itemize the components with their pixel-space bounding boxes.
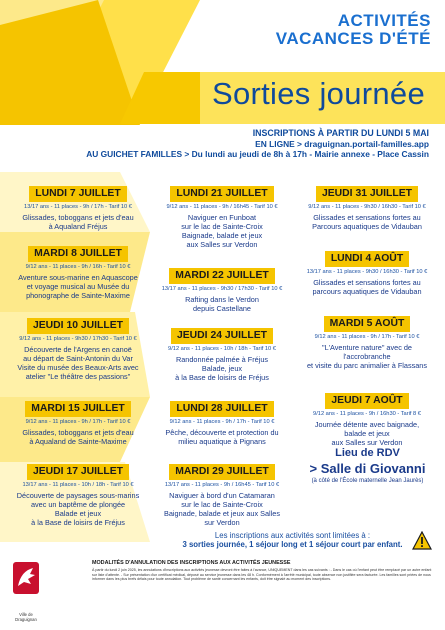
desc-line: balade et jeux xyxy=(344,429,390,438)
day-description xyxy=(8,213,148,231)
day-card xyxy=(152,325,292,382)
desc-line: et visite du parc animalier à Flassans xyxy=(306,361,428,370)
desc-line: depuis Castellane xyxy=(192,304,251,313)
day-card xyxy=(8,243,148,300)
day-description xyxy=(8,491,148,527)
cancellation-text: À partir du lundi 2 juin 2025, les annulations d'inscriptions aux activités jeunesse devront être faites à l'avance, UNIQUEMENT dans les cas suivants : - Dans le cas où l'enfant peut être remplacé par un autre enfant sur liste d'attente. - Sur présentation d'un certificat médical, déposé au service jeunesse dans les 48 h. Conformément à l'arrêté municipal, toute absence non justifiée sera facturée. Les familles sont priées de nous informer dans les plus brefs délais pour toute annulation. Tout problème de santé concernant les enfants, doit être signalé au moment des inscriptions. xyxy=(92,568,432,582)
day-label: JEUDI 7 AOÛT xyxy=(325,393,408,409)
meeting-point xyxy=(300,447,435,484)
desc-line: Parcours aquatiques de Vidauban xyxy=(312,222,422,231)
desc-line: l'accrobranche xyxy=(343,352,391,361)
day-card xyxy=(152,398,292,446)
guichet-text: > Du lundi au jeudi de 8h à 17h - Mairie annexe - Place Cassin xyxy=(182,149,429,159)
day-description xyxy=(296,420,438,447)
guichet-label: AU GUICHET FAMILLES xyxy=(86,149,183,159)
desc-line: parcours aquatiques de Vidauban xyxy=(312,287,422,296)
day-meta: 9/12 ans - 11 places - 9h30 / 16h30 - Tarif 10 € xyxy=(308,204,426,210)
desc-line: Glissades, toboggans et jets d'eau xyxy=(22,213,134,222)
limits-line-2: 3 sorties journée, 1 séjour long et 1 séjour court par enfant. xyxy=(182,540,403,549)
day-description xyxy=(8,273,148,300)
day-meta: 9/12 ans - 11 places - 9h / 17h - Tarif 10 € xyxy=(169,419,275,425)
day-description xyxy=(296,343,438,370)
desc-line: à la Base de loisirs de Fréjus xyxy=(31,518,125,527)
online-line xyxy=(86,139,429,150)
inscriptions-block xyxy=(86,128,429,160)
cancellation-title: MODALITÉS D'ANNULATION DES INSCRIPTIONS AUX ACTIVITÉS JEUNESSE xyxy=(92,560,291,566)
desc-line: Glissades et sensations fortes au xyxy=(313,213,421,222)
desc-line: Naviguer à bord d'un Catamaran xyxy=(169,491,275,500)
day-label: MARDI 5 AOÛT xyxy=(324,316,411,332)
desc-line: "L'Aventure nature" avec de xyxy=(321,343,412,352)
desc-line: Randonnée palmée à Fréjus xyxy=(175,355,269,364)
desc-line: et voyage musical au Musée du xyxy=(26,282,130,291)
page-title: Sorties journée xyxy=(211,76,425,111)
day-label: LUNDI 7 JUILLET xyxy=(29,186,126,202)
desc-line: Aventure sous-marine en Aquascope xyxy=(18,273,138,282)
day-card xyxy=(8,398,148,446)
meeting-point-note: (à côté de l'École maternelle Jean Jaurès) xyxy=(311,478,424,484)
day-card xyxy=(152,265,292,313)
desc-line: Découverte de l'Argens en canoë xyxy=(24,345,132,354)
desc-line: Baignade, balade et jeux xyxy=(181,231,263,240)
day-label: LUNDI 28 JUILLET xyxy=(170,401,273,417)
dragon-emblem-icon xyxy=(11,560,41,600)
day-label: JEUDI 31 JUILLET xyxy=(316,186,418,202)
desc-line: sur Verdon xyxy=(204,518,240,527)
desc-line: aux Salles sur Verdon xyxy=(331,438,403,447)
guichet-line xyxy=(86,149,429,160)
desc-line: Glissades et sensations fortes au xyxy=(313,278,421,287)
desc-line: à la Base de loisirs de Fréjus xyxy=(175,373,269,382)
day-label: LUNDI 21 JUILLET xyxy=(170,186,273,202)
day-description xyxy=(152,491,292,527)
heading-line-1: ACTIVITÉS xyxy=(337,11,431,30)
day-meta: 9/12 ans - 11 places - 9h / 16h45 - Tarif 10 € xyxy=(166,204,278,210)
inscriptions-date: INSCRIPTIONS À PARTIR DU LUNDI 5 MAI xyxy=(252,128,429,138)
logo-label: Ville de Draguignan xyxy=(15,612,37,622)
day-description xyxy=(152,295,292,313)
desc-line: Baignade, balade et jeux aux Salles xyxy=(163,509,281,518)
online-link[interactable]: > draguignan.portail-familles.app xyxy=(294,138,429,149)
desc-line: au départ de Saint-Antonin du Var xyxy=(23,354,133,363)
day-meta: 13/17 ans - 11 places - 9h30 / 17h30 - Tarif 10 € xyxy=(161,286,283,292)
day-meta: 13/17 ans - 11 places - 10h / 18h - Tarif 10 € xyxy=(22,482,134,488)
day-meta: 13/17 ans - 11 places - 9h / 16h45 - Tarif 10 € xyxy=(164,482,280,488)
desc-line: Balade, jeux xyxy=(201,364,243,373)
day-meta: 13/17 ans - 11 places - 9h / 17h - Tarif 10 € xyxy=(24,204,132,210)
day-card xyxy=(8,315,148,381)
day-description xyxy=(152,213,292,249)
day-label: MARDI 29 JUILLET xyxy=(169,464,275,480)
day-description xyxy=(8,345,148,381)
desc-line: milieu aquatique à Pignans xyxy=(178,437,266,446)
day-card xyxy=(296,390,438,447)
day-meta: 9/12 ans - 11 places - 9h / 16h30 - Tarif 8 € xyxy=(313,411,421,417)
desc-line: atelier "Le théâtre des passions" xyxy=(25,372,131,381)
desc-line: Journée détente avec baignade, xyxy=(314,420,420,429)
day-card xyxy=(8,461,148,527)
day-card xyxy=(296,248,438,296)
day-label: JEUDI 17 JUILLET xyxy=(27,464,129,480)
day-card xyxy=(296,313,438,370)
desc-line: Découverte de paysages sous-marins xyxy=(16,491,140,500)
day-meta: 9/12 ans - 11 places - 9h / 16h - Tarif 10 € xyxy=(25,264,131,270)
desc-line: Naviguer en Funboat xyxy=(187,213,257,222)
desc-line: phonographe de Sainte-Maxime xyxy=(26,291,130,300)
day-meta: 9/12 ans - 11 places - 9h30 / 17h30 - Tarif 10 € xyxy=(19,336,137,342)
limits-line-1: Les inscriptions aux activités sont limitées à : xyxy=(214,531,371,540)
day-label: MARDI 22 JUILLET xyxy=(169,268,275,284)
day-card xyxy=(152,461,292,527)
heading-line-2: VACANCES D'ÉTÉ xyxy=(275,29,431,48)
desc-line: Balade et jeux xyxy=(54,509,102,518)
desc-line: aux Salles sur Verdon xyxy=(186,240,258,249)
day-card xyxy=(296,183,438,231)
desc-line: Visite du musée des Beaux-Arts avec xyxy=(17,363,139,372)
desc-line: Rafting dans le Verdon xyxy=(185,295,259,304)
desc-line: sur le lac de Sainte-Croix xyxy=(181,222,263,231)
online-label: EN LIGNE xyxy=(255,138,295,149)
day-meta: 13/17 ans - 11 places - 9h30 / 16h30 - Tarif 10 € xyxy=(306,269,428,275)
day-label: MARDI 8 JUILLET xyxy=(28,246,128,262)
limits-notice xyxy=(180,531,405,549)
day-card xyxy=(152,183,292,249)
day-description xyxy=(152,355,292,382)
desc-line: sur le lac de Sainte-Croix xyxy=(181,500,263,509)
day-card xyxy=(8,183,148,231)
day-meta: 9/12 ans - 11 places - 10h / 18h - Tarif 10 € xyxy=(168,346,276,352)
activities-heading xyxy=(276,12,431,48)
meeting-point-place: > Salle di Giovanni xyxy=(309,461,426,476)
day-meta: 9/12 ans - 11 places - 9h / 17h - Tarif 10 € xyxy=(314,334,420,340)
desc-line: à Aqualand de Sainte-Maxime xyxy=(29,437,127,446)
day-label: MARDI 15 JUILLET xyxy=(25,401,131,417)
desc-line: Pêche, découverte et protection du xyxy=(165,428,279,437)
desc-line: à Aqualand Fréjus xyxy=(48,222,108,231)
day-description xyxy=(152,428,292,446)
warning-icon xyxy=(412,531,432,550)
day-description xyxy=(296,278,438,296)
city-logo xyxy=(8,560,44,622)
desc-line: avec un baptême de plongée xyxy=(30,500,126,509)
day-meta: 9/12 ans - 11 places - 9h / 17h - Tarif 10 € xyxy=(25,419,131,425)
day-description xyxy=(8,428,148,446)
desc-line: Glissades, toboggans et jets d'eau xyxy=(22,428,134,437)
meeting-point-title: Lieu de RDV xyxy=(335,447,400,459)
day-label: JEUDI 24 JUILLET xyxy=(171,328,273,344)
day-description xyxy=(296,213,438,231)
day-label: LUNDI 4 AOÛT xyxy=(325,251,409,267)
day-label: JEUDI 10 JUILLET xyxy=(27,318,129,334)
